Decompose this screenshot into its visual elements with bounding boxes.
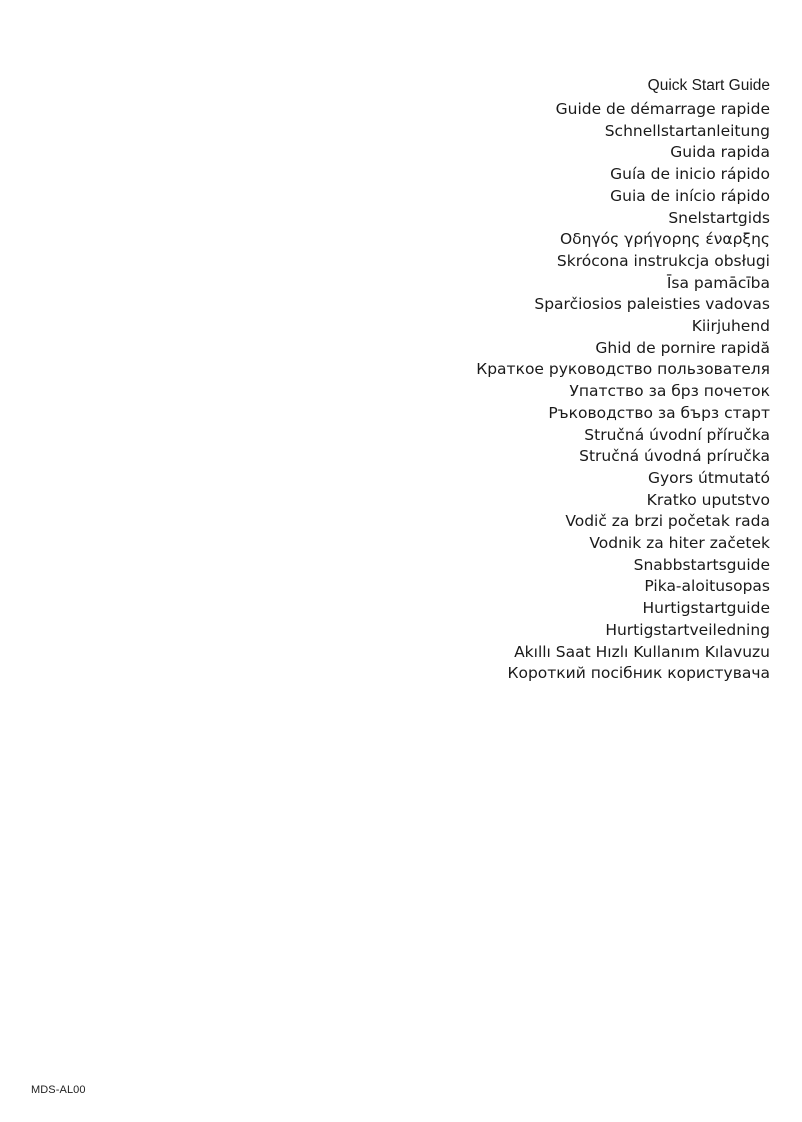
title-turkish: Akıllı Saat Hızlı Kullanım Kılavuzu [514,642,770,661]
title-swedish: Snabbstartsguide [633,555,770,574]
title-german: Schnellstartanleitung [604,121,770,140]
title-french: Guide de démarrage rapide [555,100,770,118]
title-russian: Краткое руководство пользователя [476,360,770,379]
title-finnish: Pika-aloitusopas [644,577,770,596]
title-latvian: Īsa pamācība [666,273,770,292]
title-czech: Stručná úvodní příručka [584,425,770,444]
title-slovenian: Vodnik za hiter začetek [589,534,770,553]
guide-title-list [476,76,770,685]
title-bulgarian: Ръководство за бърз старт [548,403,770,422]
title-danish: Hurtigstartguide [642,599,770,618]
title-hungarian: Gyors útmutató [647,468,770,487]
title-serbian: Kratko uputstvo [646,490,770,509]
title-italian: Guida rapida [670,143,770,162]
title-ukrainian: Короткий посібник користувача [507,664,770,683]
title-macedonian: Упатство за брз почеток [569,382,770,401]
model-number: MDS-AL00 [31,1084,86,1096]
title-slovak: Stručná úvodná príručka [579,447,770,466]
title-norwegian: Hurtigstartveiledning [605,620,770,639]
title-portuguese: Guia de início rápido [610,186,770,205]
title-english: Quick Start Guide [647,77,770,94]
title-estonian: Kiirjuhend [691,317,770,336]
title-romanian: Ghid de pornire rapidă [595,338,770,357]
title-greek: Οδηγός γρήγορης έναρξης [559,230,770,249]
title-lithuanian: Sparčiosios paleisties vadovas [534,295,770,314]
title-polish: Skrócona instrukcja obsługi [556,251,770,270]
title-dutch: Snelstartgids [668,208,770,227]
title-spanish: Guía de inicio rápido [610,165,770,184]
title-croatian: Vodič za brzi početak rada [565,512,770,531]
